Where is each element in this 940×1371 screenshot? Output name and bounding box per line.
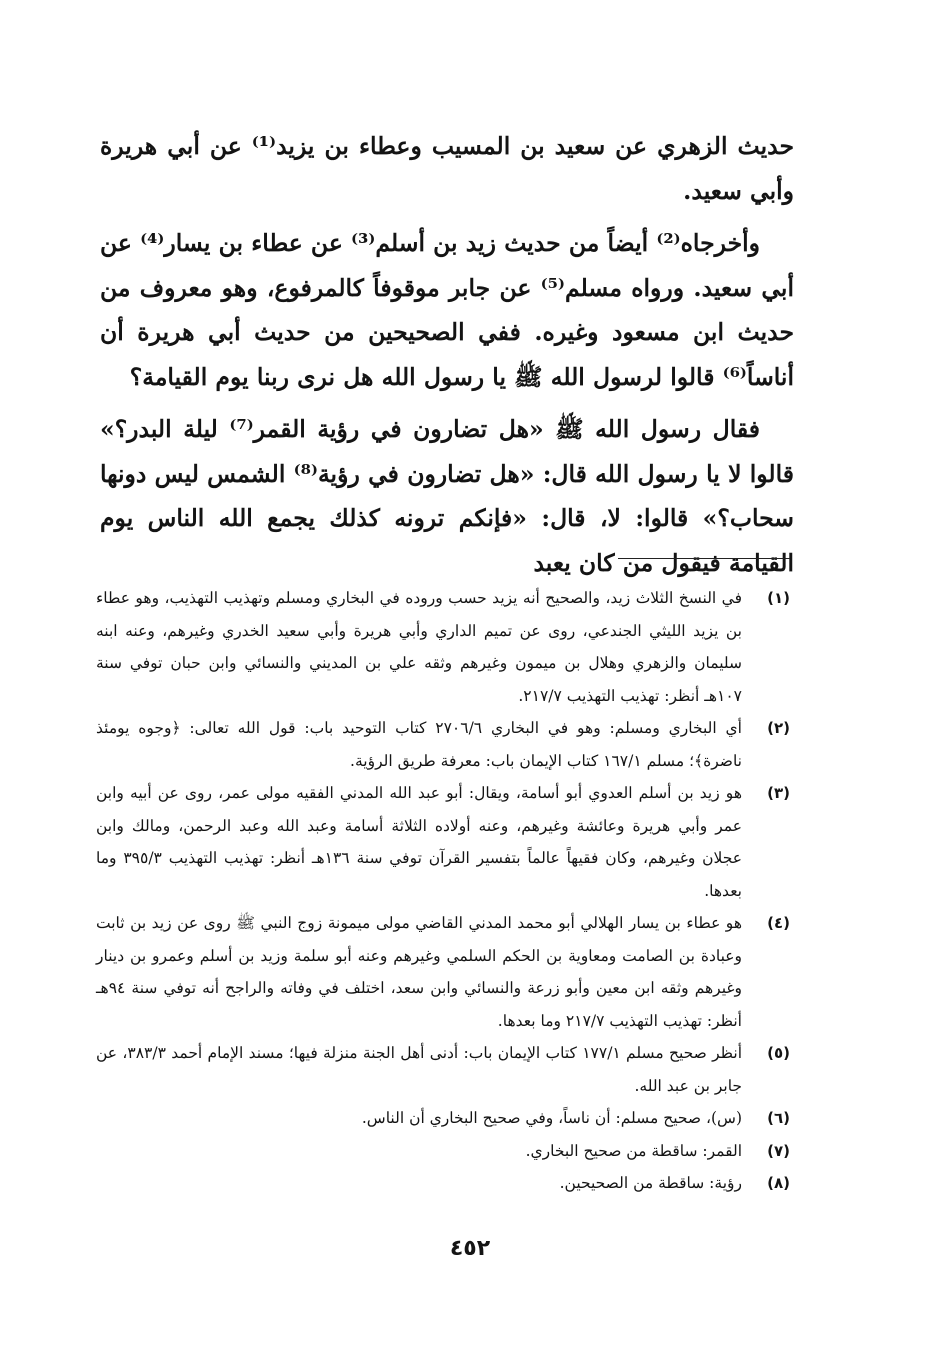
footnotes [96, 582, 794, 1200]
footnote-number: (٥) [767, 1044, 790, 1062]
footnote-number: (٢) [767, 719, 790, 737]
footnote [96, 907, 794, 1037]
footnote-separator [618, 558, 790, 559]
footnote [96, 1135, 794, 1168]
footnote-number: (١) [767, 589, 790, 607]
footnote-text: أي البخاري ومسلم: وهو في البخاري ٢٧٠٦/٦ كتاب التوحيد باب: قول الله تعالى: ﴿وجوه يومئذ ناضرة﴾؛ مسلم ١٦٧/١ كتاب الإيمان باب: معرفة طريق الرؤية. [96, 719, 742, 770]
footnote-number: (٨) [767, 1174, 790, 1192]
page-number: ٤٥٢ [449, 1236, 491, 1261]
footnote [96, 777, 794, 907]
main-text [100, 124, 794, 585]
footnote [96, 1102, 794, 1135]
footnote-number: (٧) [767, 1141, 790, 1160]
footnote-number: (٤) [767, 914, 790, 932]
footnote-text: أنظر صحيح مسلم ١٧٧/١ كتاب الإيمان باب: أدنى أهل الجنة منزلة فيها؛ مسند الإمام أحمد ٣٨٣/٣، عن جابر بن عبد الله. [96, 1044, 742, 1095]
body-paragraph: وأخرجاه⁽²⁾ أيضاً من حديث زيد بن أسلم⁽³⁾ عن عطاء بن يسار⁽⁴⁾ عن أبي سعيد. ورواه مسلم⁽⁵⁾ عن جابر موقوفاً كالمرفوع، وهو معروف من حديث ابن مسعود وغيره. ففي الصحيحين من حديث أبي هريرة أن أناساً⁽⁶⁾ قالوا لرسول الله ﷺ يا رسول الله هل نرى ربنا يوم القيامة؟ [100, 229, 794, 391]
footnote [96, 1167, 794, 1200]
footnote-text: القمر: ساقطة من صحيح البخاري. [525, 1141, 742, 1160]
footnote [96, 582, 794, 712]
footnote-number: (٦) [767, 1109, 790, 1127]
footnote-text: هو عطاء بن يسار الهلالي أبو محمد المدني القاضي مولى ميمونة زوج النبي ﷺ روى عن زيد بن ثابت وعبادة بن الصامت ومعاوية بن الحكم السلمي وغيرهم وعنه أبو سلمة وزيد بن أسلم وعمرو بن دينار وغيرهم وثقه ابن معين وأبو زرعة والنسائي وابن سعد، اختلف في وفاته والراجح أنه توفي سنة ٩٤هـ أنظر: تهذيب التهذيب ٢١٧/٧ وما بعدها. [96, 914, 742, 1030]
footnote-text: في النسخ الثلاث زيد، والصحيح أنه يزيد حسب وروده في البخاري ومسلم وتهذيب التهذيب، وهو عطاء بن يزيد الليثي الجندعي، روى عن تميم الداري وأبي هريرة وأبي سعيد الخدري وغيرهم، وعنه ابنه سليمان والزهري وهلال بن ميمون وغيرهم وثقه علي بن المديني والنسائي وابن حبان توفي سنة ١٠٧هـ أنظر: تهذيب التهذيب ٢١٧/٧. [96, 589, 742, 705]
footnote-number: (٣) [767, 784, 790, 802]
body-paragraph: حديث الزهري عن سعيد بن المسيب وعطاء بن يزيد⁽¹⁾ عن أبي هريرة وأبي سعيد. [100, 132, 794, 205]
footnote-text: رؤية: ساقطة من الصحيحين. [559, 1174, 742, 1192]
body-paragraph: فقال رسول الله ﷺ «هل تضارون في رؤية القمر⁽⁷⁾ ليلة البدر؟» قالوا لا يا رسول الله قال: «هل تضارون في رؤية⁽⁸⁾ الشمس ليس دونها سحاب؟» قالوا: لا، قال: «فإنكم ترونه كذلك يجمع الله الناس يوم القيامة فيقول من كان يعبد [100, 415, 794, 577]
footnote [96, 1037, 794, 1102]
footnote-text: هو زيد بن أسلم العدوي أبو أسامة، ويقال: أبو عبد الله المدني الفقيه مولى عمر، روى عن أبيه وابن عمر وأبي هريرة وعائشة وغيرهم، وعنه أولاده الثلاثة أسامة وعبد الله وعبد الرحمن، ومالك وابن عجلان وغيرهم، وكان فقيهاً عالماً بتفسير القرآن توفي سنة ١٣٦هـ أنظر: تهذيب التهذيب ٣٩٥/٣ وما بعدها. [96, 784, 743, 900]
footnote [96, 712, 794, 777]
footnote-text: (س)، صحيح مسلم: أن ناساً، وفي صحيح البخاري أن الناس. [361, 1109, 742, 1127]
